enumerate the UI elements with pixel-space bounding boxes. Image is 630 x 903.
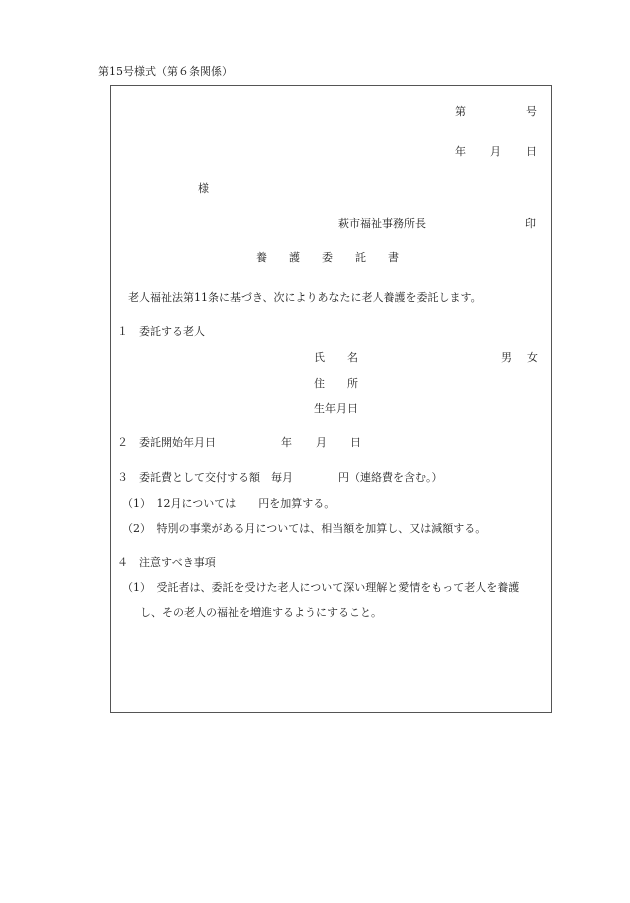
issuer: 萩市福祉事務所長 [338, 217, 426, 230]
title-char: 養 [256, 251, 267, 264]
section4-heading: ４ 注意すべき事項 [117, 556, 216, 569]
section2-heading: ２ 委託開始年月日 [117, 436, 216, 449]
section2-year: 年 [281, 436, 292, 449]
section3-item2: （2） 特別の事業がある月については、相当額を加算し、又は減額する。 [122, 522, 487, 535]
addressee-suffix: 様 [198, 182, 209, 195]
section3-item1: （1） 12月については 円を加算する。 [122, 497, 336, 510]
address-label: 住 所 [314, 377, 358, 390]
section2-month: 月 [316, 436, 327, 449]
date-month: 月 [490, 145, 501, 158]
title-char: 護 [289, 251, 300, 264]
section3-heading: ３ 委託費として交付する額 毎月 [117, 471, 293, 484]
gender-female: 女 [527, 351, 538, 364]
title-char: 委 [322, 251, 333, 264]
section3-amount-unit: 円（連絡費を含む。） [338, 471, 443, 484]
title-char: 託 [355, 251, 366, 264]
intro-text: 老人福祉法第11条に基づき、次によりあなたに老人養護を委託します。 [128, 291, 482, 304]
seal-mark: 印 [525, 217, 536, 230]
dob-label: 生年月日 [314, 402, 358, 415]
section2-day: 日 [350, 436, 361, 449]
section1-heading: １ 委託する老人 [117, 325, 205, 338]
section4-item1-line1: （1） 受託者は、委託を受けた老人について深い理解と愛情をもって老人を養護 [122, 581, 520, 594]
form-label: 第15号様式（第６条関係） [98, 65, 233, 78]
number-suffix: 号 [526, 105, 537, 118]
name-label: 氏 名 [314, 351, 358, 364]
title-char: 書 [388, 251, 399, 264]
document-title [256, 251, 399, 265]
date-day: 日 [526, 145, 537, 158]
date-year: 年 [455, 145, 466, 158]
number-prefix: 第 [455, 105, 466, 118]
section4-item1-line2: し、その老人の福祉を増進するようにすること。 [140, 606, 382, 619]
gender-male: 男 [501, 351, 512, 364]
